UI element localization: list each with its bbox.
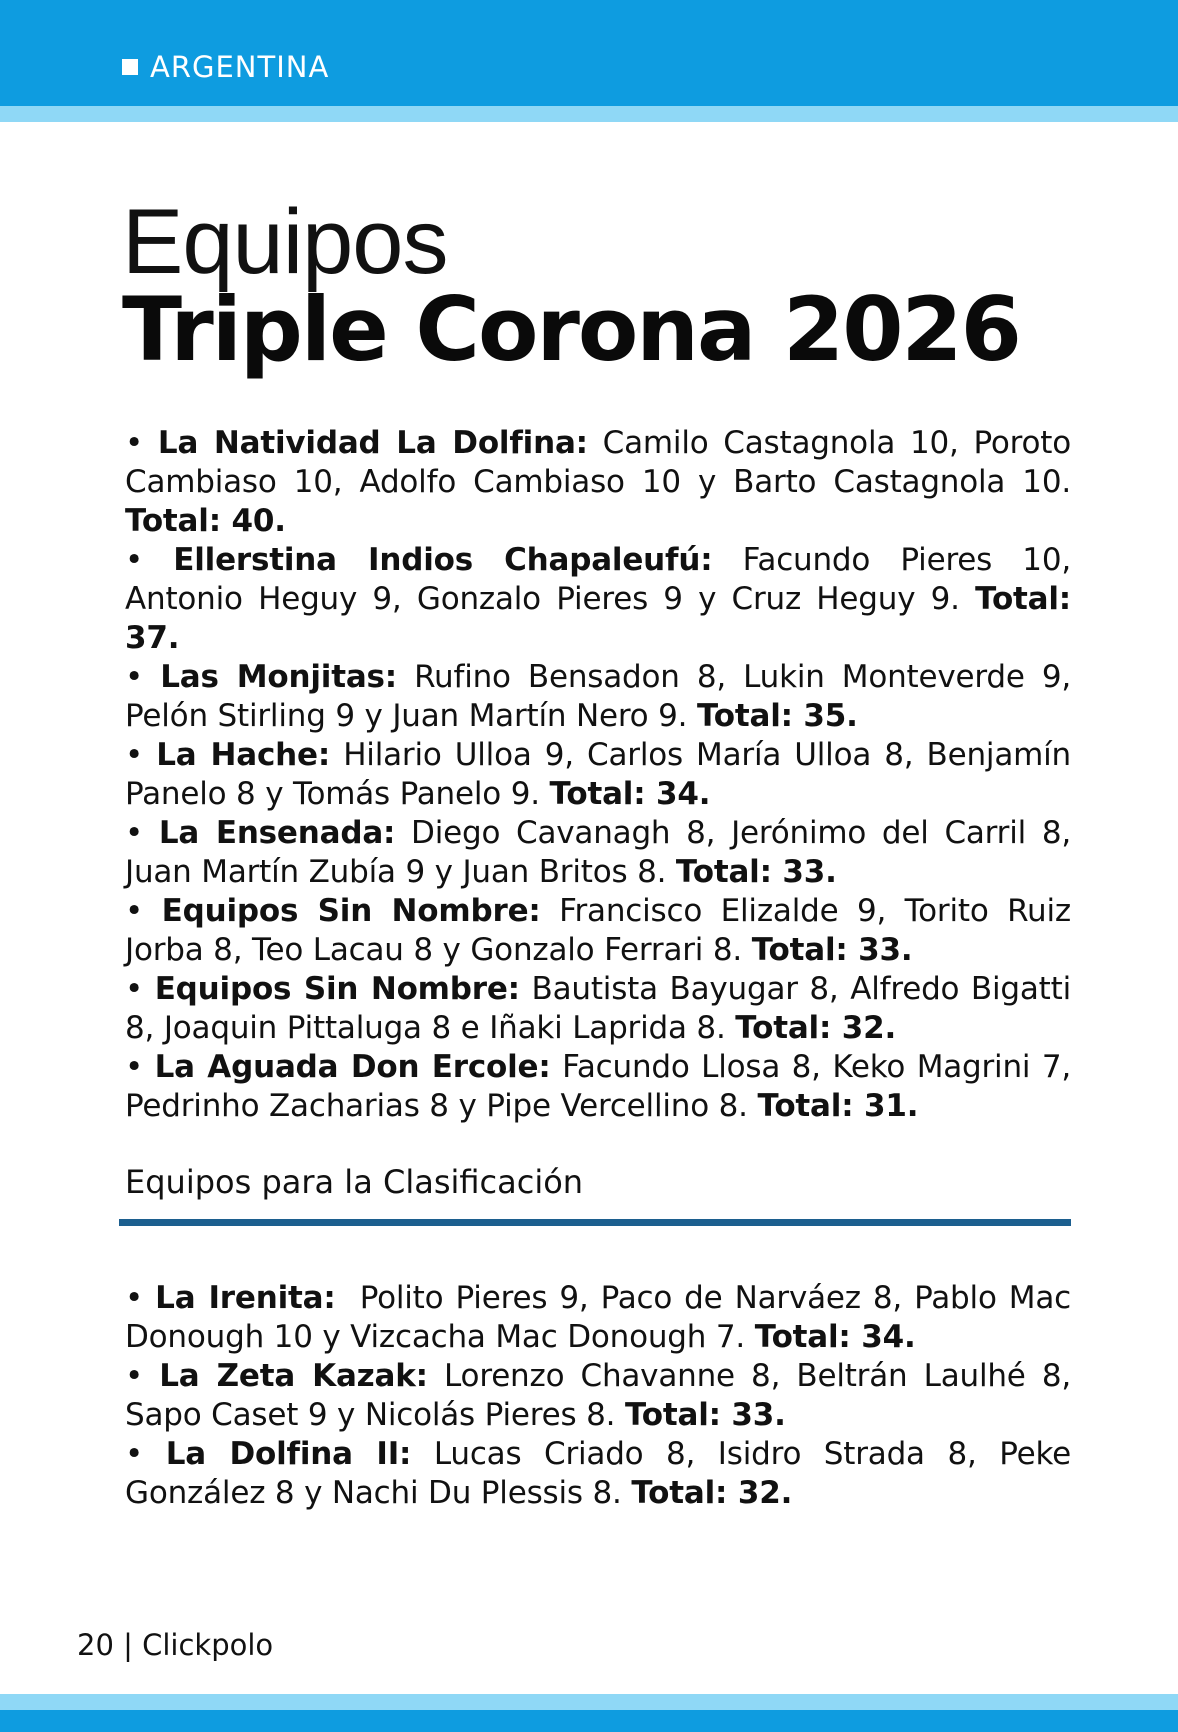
team-name: La Natividad La Dolfina: [157, 425, 588, 461]
team-players: Facundo Llosa 8, Keko Magrini 7, Pedrinho Zacharias 8 y Pipe Vercellino 8. [125, 1049, 1072, 1124]
team-item: • Ellerstina Indios Chapaleufú: Facundo Pieres 10, Antonio Heguy 9, Gonzalo Pieres 9 y Cruz Heguy 9. Total: 37. [125, 542, 1072, 656]
team-total: Total: 32. [631, 1475, 793, 1511]
page-title [122, 191, 1020, 381]
title-line-2: Triple Corona 2026 [122, 278, 1020, 381]
footer-stripe [0, 1694, 1178, 1710]
team-total: Total: 33. [624, 1397, 786, 1433]
team-players: Francisco Elizalde 9, Torito Ruiz Jorba 8, Teo Lacau 8 y Gonzalo Ferrari 8. [125, 893, 1071, 968]
team-total: Total: 33. [751, 932, 913, 968]
team-item: • La Natividad La Dolfina: Camilo Castagnola 10, Poroto Cambiaso 10, Adolfo Cambiaso 10 y Barto Castagnola 10. Total: 40. [125, 425, 1071, 539]
team-name: Equipos Sin Nombre: [154, 971, 520, 1007]
team-players: Rufino Bensadon 8, Lukin Monteverde 9, Pelón Stirling 9 y Juan Martín Nero 9. [125, 659, 1071, 734]
header-stripe [0, 106, 1178, 122]
team-total: Total: 32. [735, 1010, 897, 1046]
team-total: Total: 34. [549, 776, 711, 812]
team-name: La Aguada Don Ercole: [154, 1049, 551, 1085]
team-item: • La Aguada Don Ercole: Facundo Llosa 8, Keko Magrini 7, Pedrinho Zacharias 8 y Pipe Vercellino 8. Total: 31. [125, 1049, 1072, 1124]
team-players: Lucas Criado 8, Isidro Strada 8, Peke González 8 y Nachi Du Plessis 8. [125, 1436, 1071, 1511]
team-name: La Irenita: [155, 1280, 336, 1316]
team-item: • La Zeta Kazak: Lorenzo Chavanne 8, Beltrán Laulhé 8, Sapo Caset 9 y Nicolás Pieres 8. Total: 33. [125, 1358, 1072, 1433]
team-item: • La Irenita: Polito Pieres 9, Paco de Narváez 8, Pablo Mac Donough 10 y Vizcacha Mac Donough 7. Total: 34. [125, 1280, 1071, 1355]
team-name: Equipos Sin Nombre: [161, 893, 541, 929]
team-total: Total: 35. [696, 698, 858, 734]
footer-separator: | [123, 1628, 133, 1662]
team-players: Hilario Ulloa 9, Carlos María Ulloa 8, Benjamín Panelo 8 y Tomás Panelo 9. [125, 737, 1071, 812]
qualification-teams-list [125, 1279, 1071, 1513]
team-item: • Equipos Sin Nombre: Bautista Bayugar 8, Alfredo Bigatti 8, Joaquin Pittaluga 8 e Iñaki Laprida 8. Total: 32. [125, 971, 1071, 1046]
team-name: La Zeta Kazak: [159, 1358, 428, 1394]
team-name: La Ensenada: [158, 815, 396, 851]
team-name: La Dolfina II: [165, 1436, 412, 1472]
team-players: Lorenzo Chavanne 8, Beltrán Laulhé 8, Sapo Caset 9 y Nicolás Pieres 8. [125, 1358, 1072, 1433]
team-players: Polito Pieres 9, Paco de Narváez 8, Pablo Mac Donough 10 y Vizcacha Mac Donough 7. [125, 1280, 1071, 1355]
square-bullet-icon [122, 59, 138, 75]
title-line-1: Equipos [122, 191, 448, 293]
team-total: Total: 37. [125, 581, 1071, 656]
publication-name: Clickpolo [142, 1628, 274, 1662]
team-name: Las Monjitas: [160, 659, 397, 695]
team-total: Total: 31. [757, 1088, 919, 1124]
team-total: Total: 40. [125, 503, 286, 539]
team-item: • La Hache: Hilario Ulloa 9, Carlos María Ulloa 8, Benjamín Panelo 8 y Tomás Panelo 9. Total: 34. [125, 737, 1071, 812]
team-name: Ellerstina Indios Chapaleufú: [173, 542, 713, 578]
section-divider [119, 1219, 1071, 1226]
team-item: • Las Monjitas: Rufino Bensadon 8, Lukin Monteverde 9, Pelón Stirling 9 y Juan Martín Nero 9. Total: 35. [125, 659, 1071, 734]
team-item: • La Ensenada: Diego Cavanagh 8, Jerónimo del Carril 8, Juan Martín Zubía 9 y Juan Britos 8. Total: 33. [125, 815, 1072, 890]
team-total: Total: 34. [754, 1319, 916, 1355]
footer-bar [0, 1710, 1178, 1732]
team-item: • La Dolfina II: Lucas Criado 8, Isidro Strada 8, Peke González 8 y Nachi Du Plessis 8. Total: 32. [125, 1436, 1071, 1511]
page-footer [77, 1628, 273, 1662]
team-players: Bautista Bayugar 8, Alfredo Bigatti 8, Joaquin Pittaluga 8 e Iñaki Laprida 8. [125, 971, 1071, 1046]
teams-list [125, 424, 1071, 1126]
team-name: La Hache: [156, 737, 331, 773]
section-tag [122, 50, 329, 84]
page-number: 20 [77, 1628, 114, 1662]
team-total: Total: 33. [675, 854, 837, 890]
team-players: Camilo Castagnola 10, Poroto Cambiaso 10, Adolfo Cambiaso 10 y Barto Castagnola 10. [125, 425, 1071, 500]
team-players: Diego Cavanagh 8, Jerónimo del Carril 8, Juan Martín Zubía 9 y Juan Britos 8. [125, 815, 1072, 890]
section-label: ARGENTINA [150, 50, 330, 84]
team-item: • Equipos Sin Nombre: Francisco Elizalde 9, Torito Ruiz Jorba 8, Teo Lacau 8 y Gonzalo Ferrari 8. Total: 33. [125, 893, 1071, 968]
team-players: Facundo Pieres 10, Antonio Heguy 9, Gonzalo Pieres 9 y Cruz Heguy 9. [125, 542, 1072, 617]
qualification-heading: Equipos para la Clasificación [125, 1163, 584, 1201]
